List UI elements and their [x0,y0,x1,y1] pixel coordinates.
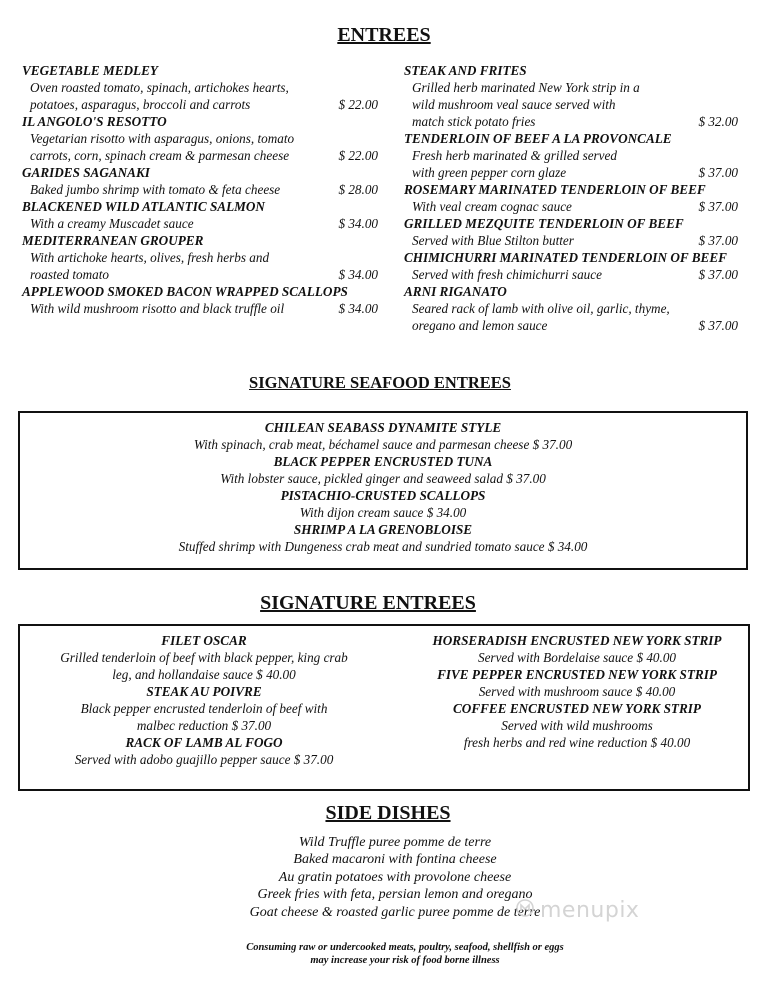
disclaimer-line: Consuming raw or undercooked meats, poultry, seafood, shellfish or eggs [246,942,564,953]
item-price: $ 34.00 [338,216,378,231]
item-desc: Grilled herb marinated New York strip in a [412,80,640,95]
signature-item-desc: Served with wild mushrooms [501,718,653,733]
item-desc: Oven roasted tomato, spinach, artichokes hearts, [30,80,289,95]
seafood-heading: SIGNATURE SEAFOOD ENTREES [249,373,511,392]
seafood-list [20,419,746,555]
item-price: $ 22.00 [338,97,378,112]
menu-item [22,283,378,317]
item-desc: With artichoke hearts, olives, fresh herbs and [30,250,270,265]
item-price: $ 37.00 [698,199,738,214]
entrees-left-column [22,62,378,317]
menu-item [22,113,378,164]
item-price: $ 32.00 [698,114,738,129]
item-price: $ 37.00 [698,165,738,180]
watermark: menupix [540,898,640,923]
seafood-item-name: BLACK PEPPER ENCRUSTED TUNA [273,454,493,469]
item-name: CHIMICHURRI MARINATED TENDERLOIN OF BEEF [404,250,727,265]
side-dish: Au gratin potatoes with provolone cheese [278,869,512,885]
signature-item-desc: malbec reduction $ 37.00 [136,718,272,733]
signature-item-name: RACK OF LAMB AL FOGO [125,735,283,750]
item-desc: With veal cream cognac sauce $ 37.00 [412,199,738,214]
seafood-item-desc: Stuffed shrimp with Dungeness crab meat and sundried tomato sauce $ 34.00 [178,539,588,554]
side-dish: Greek fries with feta, persian lemon and oregano [257,887,533,903]
signature-item-name: FIVE PEPPER ENCRUSTED NEW YORK STRIP [437,667,717,682]
signature-item-name: FILET OSCAR [161,633,247,648]
signature-right-column [402,632,752,751]
item-name: TENDERLOIN OF BEEF A LA PROVONCALE [404,131,672,146]
menu-item [404,130,738,181]
item-desc: roasted tomato $ 34.00 [30,267,378,282]
item-price: $ 34.00 [338,267,378,282]
seafood-item-desc: With spinach, crab meat, béchamel sauce and parmesan cheese $ 37.00 [193,437,573,452]
sides-heading: SIDE DISHES [325,802,451,824]
signature-left-column [20,632,388,768]
seafood-box [18,411,748,570]
item-desc: carrots, corn, spinach cream & parmesan cheese $ 22.00 [30,148,378,163]
item-name: GRILLED MEZQUITE TENDERLOIN OF BEEF [404,216,684,231]
item-desc: potatoes, asparagus, broccoli and carrots $ 22.00 [30,97,378,112]
menu-item [404,62,738,130]
item-name: ROSEMARY MARINATED TENDERLOIN OF BEEF [404,182,706,197]
signature-item-desc: Black pepper encrusted tenderloin of beef with [80,701,328,716]
item-price: $ 34.00 [338,301,378,316]
disclaimer [0,941,768,967]
menu-item [22,62,378,113]
side-dish: Goat cheese & roasted garlic puree pomme de terre [249,904,541,920]
menu-item [404,283,738,334]
menu-item [404,215,738,249]
signature-item-desc: leg, and hollandaise sauce $ 40.00 [112,667,296,682]
item-name: APPLEWOOD SMOKED BACON WRAPPED SCALLOPS [22,284,348,299]
signature-item-desc: Served with Bordelaise sauce $ 40.00 [477,650,677,665]
signature-item-desc: Served with mushroom sauce $ 40.00 [478,684,676,699]
item-name: GARIDES SAGANAKI [22,165,150,180]
item-name: MEDITERRANEAN GROUPER [22,233,204,248]
signature-item-desc: fresh herbs and red wine reduction $ 40.00 [463,735,691,750]
seafood-item-desc: With dijon cream sauce $ 34.00 [299,505,467,520]
signature-item-name: HORSERADISH ENCRUSTED NEW YORK STRIP [432,633,722,648]
item-price: $ 28.00 [338,182,378,197]
item-price: $ 37.00 [698,318,738,333]
side-dish: Wild Truffle puree pomme de terre [298,835,492,850]
item-desc: wild mushroom veal sauce served with [412,97,616,112]
signature-item-desc: Grilled tenderloin of beef with black pepper, king crab [60,650,348,665]
menu-item [22,164,378,198]
item-name: ARNI RIGANATO [404,284,507,299]
item-name: VEGETABLE MEDLEY [22,63,158,78]
item-price: $ 22.00 [338,148,378,163]
item-desc: Served with fresh chimichurri sauce $ 37.00 [412,267,738,282]
item-desc: match stick potato fries $ 32.00 [412,114,738,129]
seafood-item-desc: With lobster sauce, pickled ginger and seaweed salad $ 37.00 [220,471,546,486]
signature-item-name: COFFEE ENCRUSTED NEW YORK STRIP [453,701,701,716]
item-desc: Vegetarian risotto with asparagus, onions, tomato [30,131,295,146]
menu-item [22,198,378,232]
menu-item [404,249,738,283]
item-desc: Seared rack of lamb with olive oil, garlic, thyme, [412,301,670,316]
item-name: STEAK AND FRITES [404,63,527,78]
entrees-heading: ENTREES [337,24,431,46]
menu-item [404,181,738,215]
item-desc: Fresh herb marinated & grilled served [412,148,617,163]
menu-item [22,232,378,283]
item-name: BLACKENED WILD ATLANTIC SALMON [22,199,265,214]
item-price: $ 37.00 [698,267,738,282]
side-dish: Baked macaroni with fontina cheese [293,852,497,868]
disclaimer-line: may increase your risk of food borne illness [310,955,500,966]
item-price: $ 37.00 [698,233,738,248]
entrees-right-column [404,62,738,334]
item-desc: oregano and lemon sauce $ 37.00 [412,318,738,333]
signature-heading: SIGNATURE ENTREES [260,592,476,614]
item-desc: With a creamy Muscadet sauce $ 34.00 [30,216,378,231]
signature-box [18,624,750,791]
item-name: IL ANGOLO'S RESOTTO [22,114,167,129]
seafood-item-name: CHILEAN SEABASS DYNAMITE STYLE [264,420,502,435]
seafood-item-name: PISTACHIO-CRUSTED SCALLOPS [280,488,486,503]
item-desc: Served with Blue Stilton butter $ 37.00 [412,233,738,248]
item-desc: Baked jumbo shrimp with tomato & feta cheese $ 28.00 [30,182,378,197]
signature-item-desc: Served with adobo guajillo pepper sauce $ 37.00 [74,752,334,767]
sides-list [0,834,768,921]
signature-item-name: STEAK AU POIVRE [146,684,262,699]
item-desc: with green pepper corn glaze $ 37.00 [412,165,738,180]
seafood-item-name: SHRIMP A LA GRENOBLOISE [293,522,473,537]
item-desc: With wild mushroom risotto and black truffle oil $ 34.00 [30,301,378,316]
menupix-logo-icon [515,898,535,918]
